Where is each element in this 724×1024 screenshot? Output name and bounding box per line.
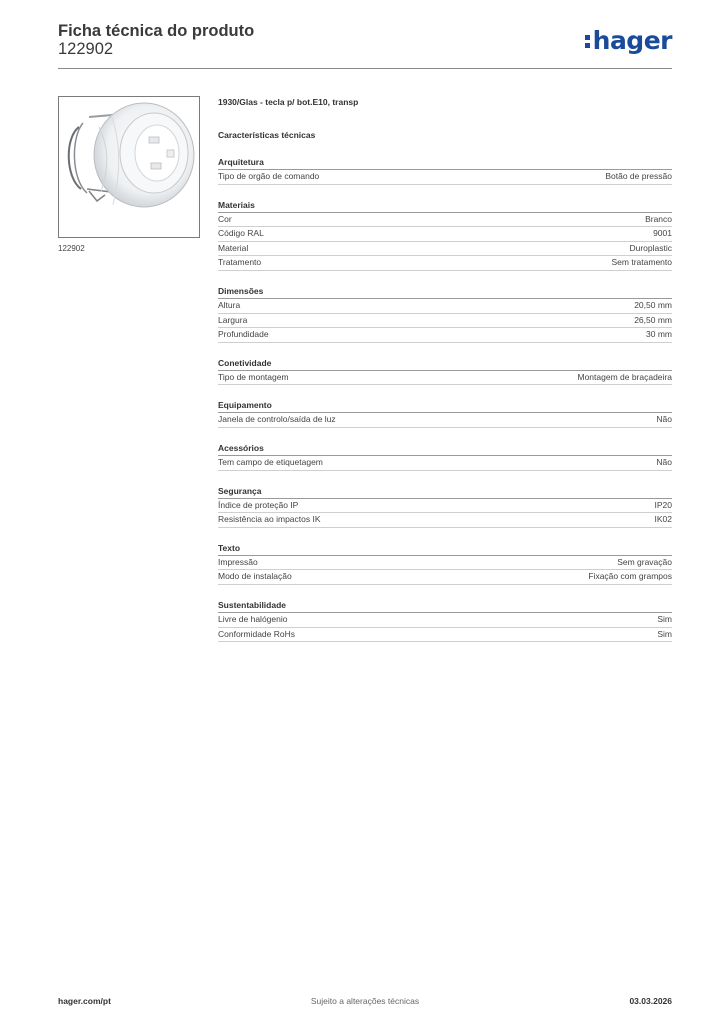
spec-value: Sem gravação: [617, 556, 672, 567]
spec-content: [218, 96, 672, 642]
footer-notice: Sujeito a alterações técnicas: [310, 996, 420, 1006]
section-title: Características técnicas: [218, 130, 316, 140]
spec-value: Sim: [657, 613, 672, 624]
spec-label: Índice de proteção IP: [218, 499, 299, 510]
spec-value: Branco: [645, 213, 672, 224]
spec-group: [218, 285, 672, 343]
spec-label: Largura: [218, 314, 248, 325]
spec-group-title: Acessórios: [218, 442, 672, 456]
spec-group-title: Equipamento: [218, 399, 672, 413]
spec-value: 26,50 mm: [634, 314, 672, 325]
spec-label: Resistência ao impactos IK: [218, 514, 321, 525]
spec-value: Fixação com grampos: [588, 571, 672, 582]
logo-dots-icon: [585, 26, 590, 50]
spec-row: [218, 628, 672, 643]
spec-row: [218, 170, 672, 185]
spec-group-title: Arquitetura: [218, 156, 672, 170]
spec-row: [218, 256, 672, 271]
spec-value: Sem tratamento: [611, 257, 672, 268]
spec-value: 30 mm: [646, 329, 672, 340]
spec-label: Impressão: [218, 556, 258, 567]
spec-label: Conformidade RoHs: [218, 628, 296, 639]
spec-value: 20,50 mm: [634, 299, 672, 310]
spec-label: Livre de halógenio: [218, 613, 288, 624]
spec-group: [218, 599, 672, 642]
page-header: [58, 20, 672, 70]
spec-label: Código RAL: [218, 228, 264, 239]
spec-row: [218, 213, 672, 228]
spec-label: Modo de instalação: [218, 571, 292, 582]
spec-value: Botão de pressão: [605, 171, 672, 181]
spec-label: Profundidade: [218, 329, 269, 340]
spec-value: Sim: [657, 628, 672, 639]
spec-group-title: Sustentabilidade: [218, 599, 672, 613]
spec-row: [218, 570, 672, 585]
spec-value: Não: [656, 414, 672, 425]
spec-label: Tipo de orgão de comando: [218, 171, 320, 181]
footer-website: hager.com/pt: [58, 996, 111, 1006]
spec-label: Tem campo de etiquetagem: [218, 456, 323, 467]
spec-group: [218, 542, 672, 585]
spec-value: 9001: [653, 228, 672, 239]
spec-group: [218, 485, 672, 528]
spec-groups: [218, 156, 672, 642]
spec-group-title: Texto: [218, 542, 672, 556]
logo-text: hager: [592, 26, 672, 55]
spec-row: [218, 513, 672, 528]
spec-row: [218, 371, 672, 386]
hager-logo: [585, 26, 672, 55]
spec-row: [218, 613, 672, 628]
spec-group-title: Dimensões: [218, 285, 672, 299]
spec-label: Janela de controlo/saída de luz: [218, 414, 336, 425]
spec-group-title: Conetividade: [218, 357, 672, 371]
spec-value: IK02: [654, 514, 672, 525]
spec-value: IP20: [654, 499, 672, 510]
spec-row: [218, 242, 672, 257]
spec-group: [218, 357, 672, 386]
spec-value: Não: [656, 456, 672, 467]
spec-group: [218, 156, 672, 185]
spec-group-title: Materiais: [218, 199, 672, 213]
spec-value: Duroplastic: [629, 242, 672, 253]
spec-group-title: Segurança: [218, 485, 672, 499]
spec-value: Montagem de braçadeira: [577, 371, 672, 382]
push-button-key-illustration: [59, 97, 199, 237]
spec-group: [218, 399, 672, 428]
spec-row: [218, 499, 672, 514]
product-number: 122902: [58, 40, 114, 58]
header-divider: [58, 68, 672, 69]
spec-label: Altura: [218, 299, 241, 310]
spec-label: Material: [218, 242, 249, 253]
spec-row: [218, 456, 672, 471]
spec-row: [218, 299, 672, 314]
page-footer: [58, 996, 672, 1010]
spec-label: Tipo de montagem: [218, 371, 289, 382]
image-caption: 122902: [58, 244, 85, 253]
spec-group: [218, 199, 672, 271]
spec-group: [218, 442, 672, 471]
spec-row: [218, 556, 672, 571]
spec-label: Tratamento: [218, 257, 262, 268]
product-name: 1930/Glas - tecla p/ bot.E10, transp: [218, 97, 359, 107]
spec-row: [218, 227, 672, 242]
spec-row: [218, 413, 672, 428]
page-title: Ficha técnica do produto: [58, 22, 255, 40]
spec-row: [218, 314, 672, 329]
footer-date: 03.03.2026: [629, 996, 672, 1006]
product-image: [58, 96, 200, 238]
spec-label: Cor: [218, 213, 232, 224]
spec-row: [218, 328, 672, 343]
